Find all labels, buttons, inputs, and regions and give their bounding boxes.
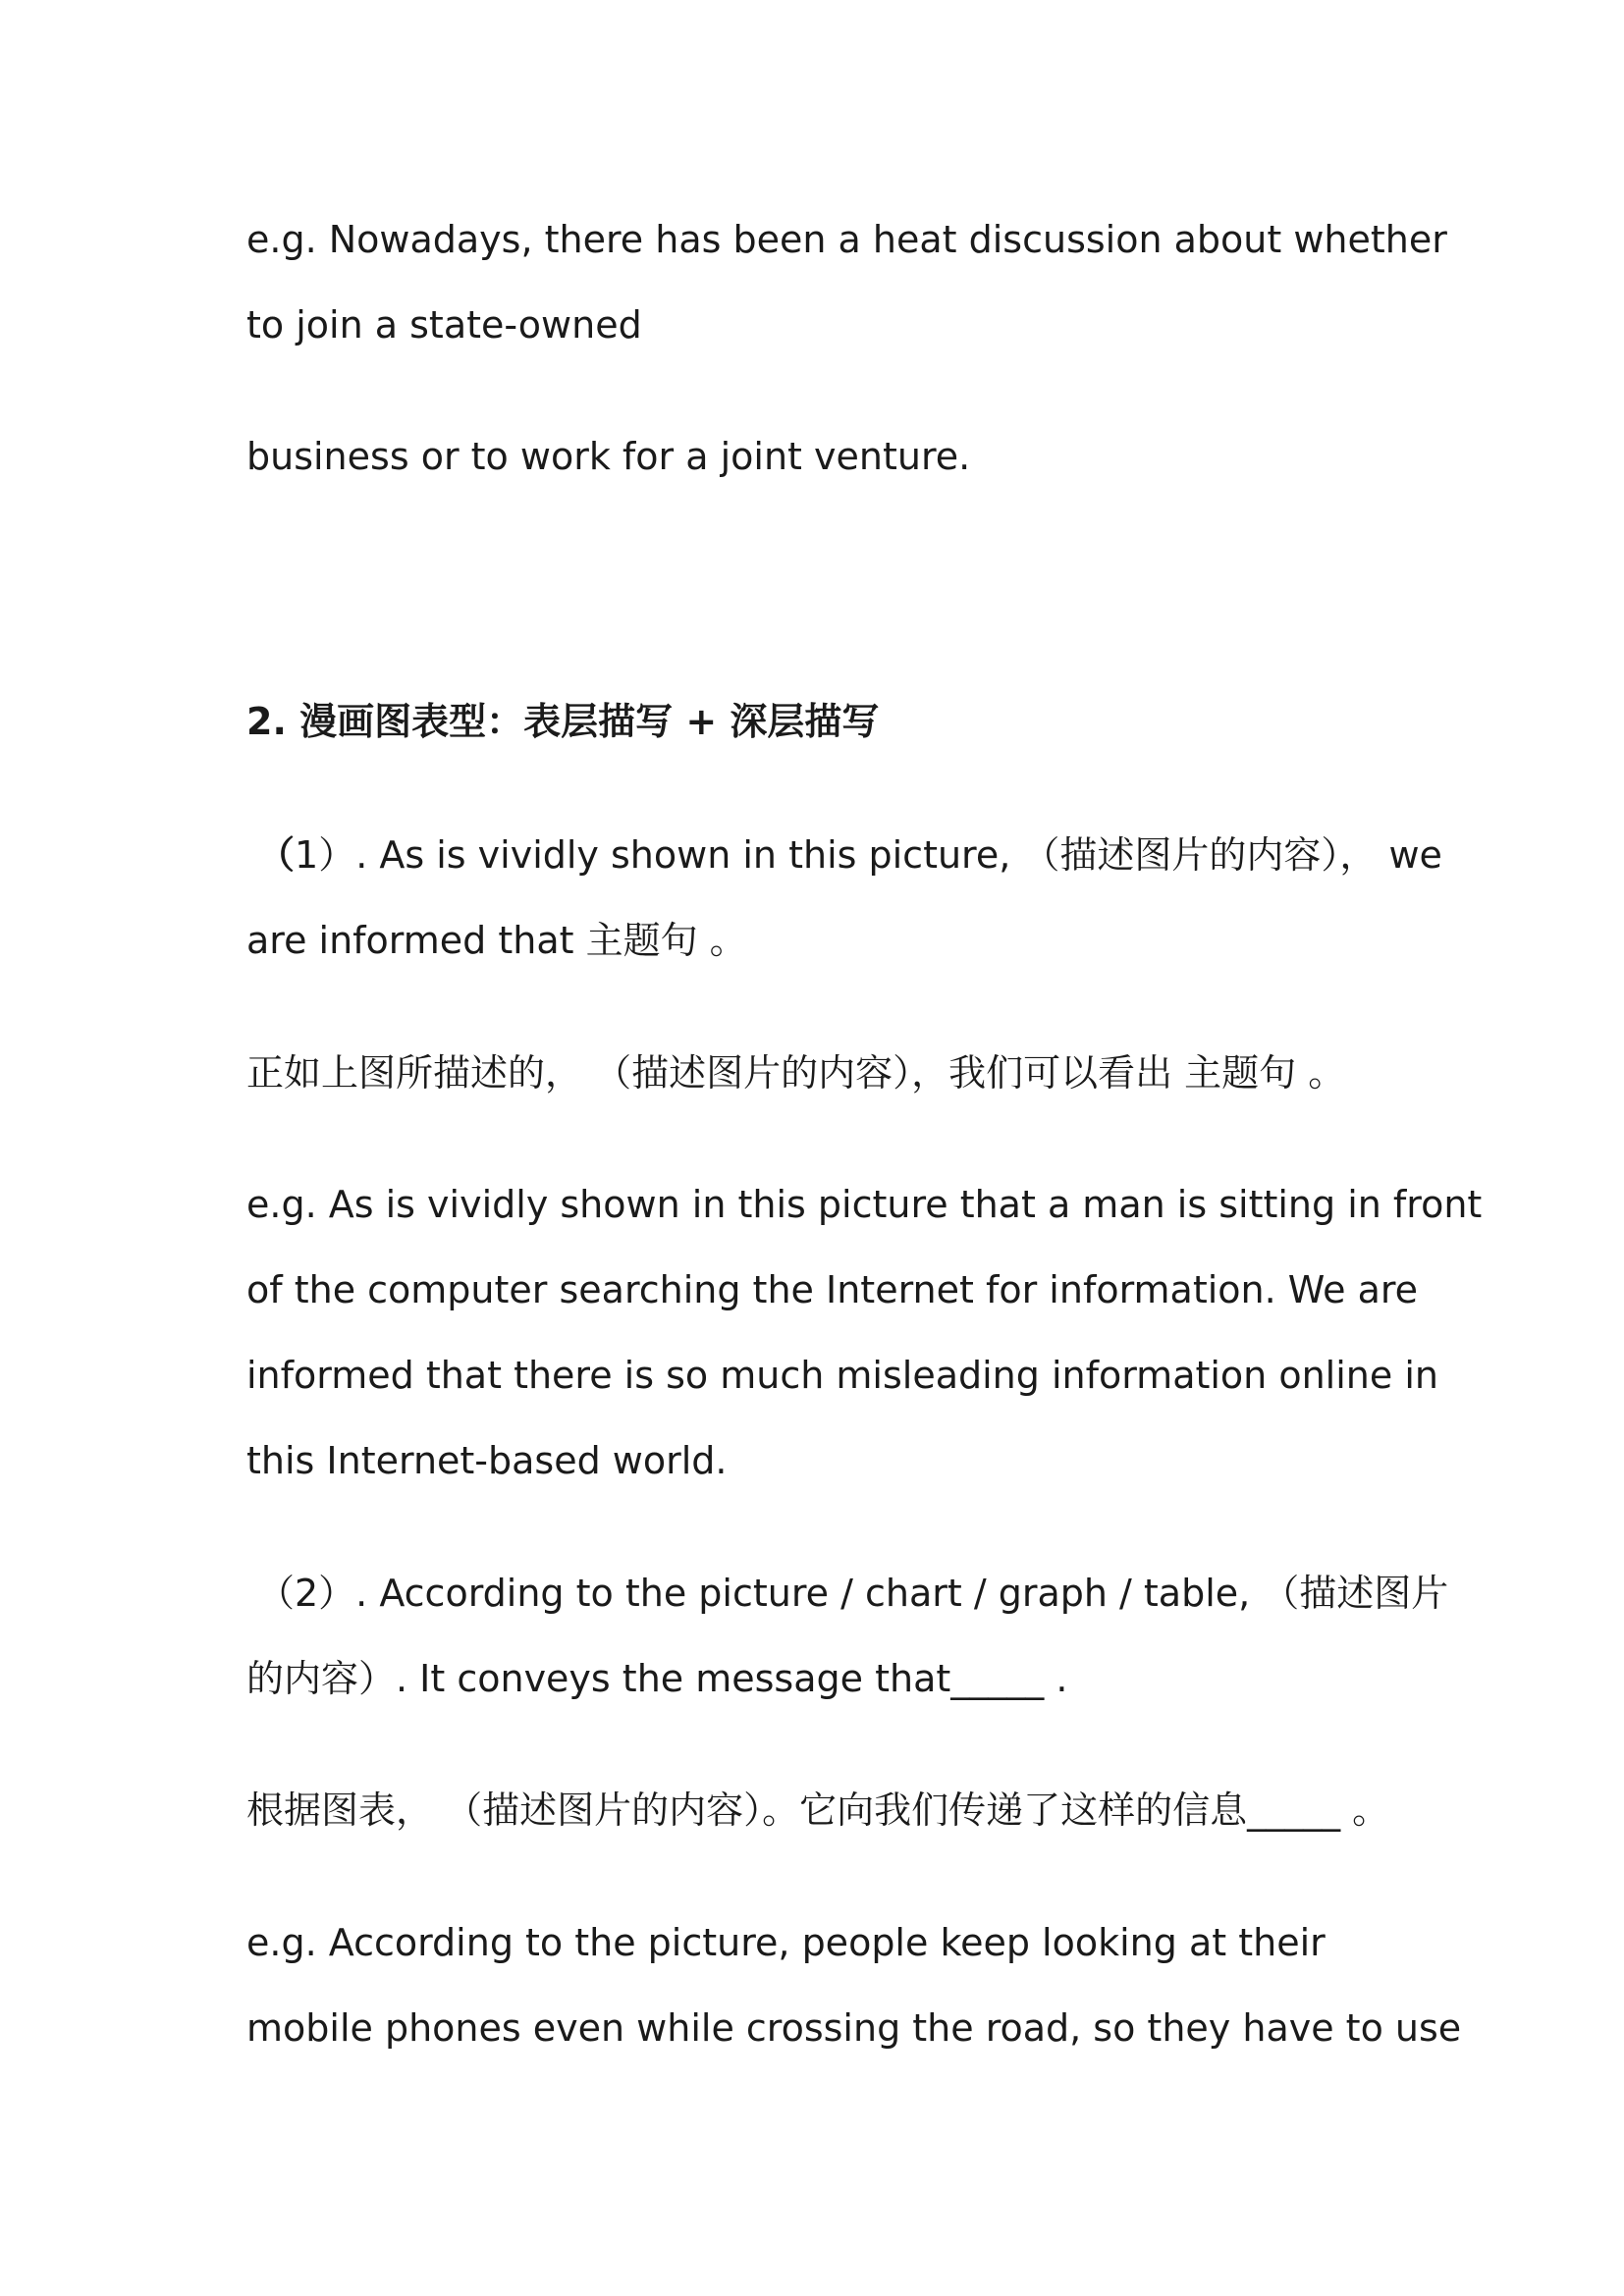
example-nowadays-line-3: business or to work for a joint venture. [246, 435, 971, 478]
item-1-line-1 [257, 833, 1442, 877]
item-1-line-1-text: 1）. As is vividly shown in this picture, （描述图片的内容）， we [295, 833, 1442, 877]
item-1-open-paren: （ [257, 833, 296, 877]
example-1-line-2: of the computer searching the Internet for information. We are [246, 1268, 1419, 1311]
item-1-line-2: are informed that 主题句 。 [246, 919, 747, 962]
item-2-line-2: 的内容）. It conveys the message that_____ . [246, 1657, 1068, 1700]
item-2-line-1: （2）. According to the picture / chart / graph / table, （描述图片 [257, 1572, 1449, 1615]
example-2-line-2: mobile phones even while crossing the road, so they have to use [246, 2006, 1462, 2050]
example-2-line-1: e.g. According to the picture, people keep looking at their [246, 1921, 1326, 1964]
example-1-line-1: e.g. As is vividly shown in this picture that a man is sitting in front [246, 1183, 1483, 1226]
item-2-chinese-translation: 根据图表， （描述图片的内容）。它向我们传递了这样的信息_____ 。 [246, 1789, 1390, 1832]
example-nowadays-line-2: to join a state-owned [246, 303, 642, 347]
section-heading: 2. 漫画图表型：表层描写 + 深层描写 [246, 700, 880, 743]
item-1-chinese-translation: 正如上图所描述的， （描述图片的内容），我们可以看出 主题句 。 [246, 1051, 1346, 1095]
example-1-line-4: this Internet-based world. [246, 1439, 728, 1482]
example-1-line-3: informed that there is so much misleading information online in [246, 1354, 1438, 1397]
example-nowadays-line-1: e.g. Nowadays, there has been a heat discussion about whether [246, 218, 1447, 261]
